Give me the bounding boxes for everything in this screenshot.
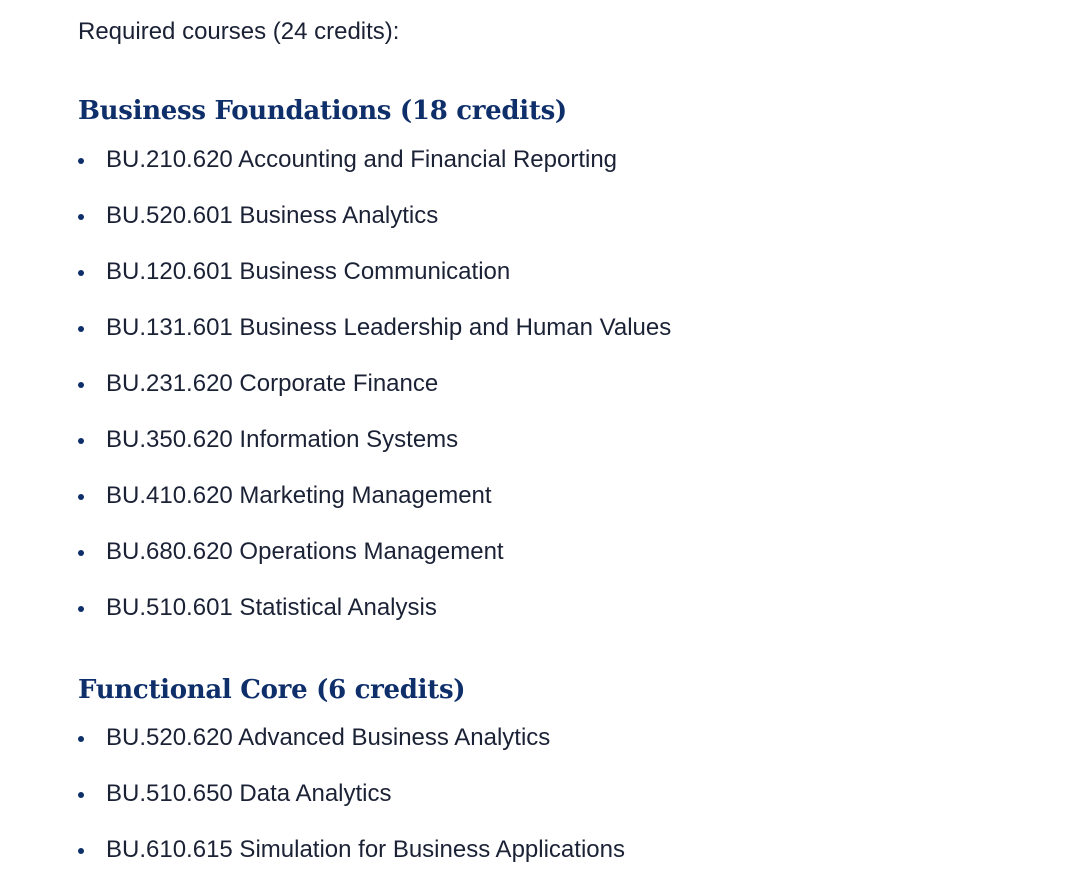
course-label: BU.510.601 Statistical Analysis xyxy=(106,594,437,621)
course-label: BU.131.601 Business Leadership and Human Values xyxy=(106,314,672,341)
bullet-icon xyxy=(78,848,84,854)
bullet-icon xyxy=(78,792,84,798)
bullet-icon xyxy=(78,438,84,444)
course-label: BU.410.620 Marketing Management xyxy=(106,482,492,509)
course-label: BU.680.620 Operations Management xyxy=(106,538,504,565)
course-label: BU.210.620 Accounting and Financial Reporting xyxy=(106,146,618,173)
section-heading-functional-core: Functional Core (6 credits) xyxy=(78,675,466,705)
course-label: BU.120.601 Business Communication xyxy=(106,258,511,285)
course-label: BU.520.620 Advanced Business Analytics xyxy=(106,724,551,751)
course-label: BU.350.620 Information Systems xyxy=(106,426,459,453)
bullet-icon xyxy=(78,550,84,556)
course-label: BU.520.601 Business Analytics xyxy=(106,202,439,229)
bullet-icon xyxy=(78,158,84,164)
section-heading-business-foundations: Business Foundations (18 credits) xyxy=(78,96,567,126)
bullet-icon xyxy=(78,214,84,220)
intro-text: Required courses (24 credits): xyxy=(78,18,400,45)
bullet-icon xyxy=(78,382,84,388)
bullet-icon xyxy=(78,270,84,276)
bullet-icon xyxy=(78,326,84,332)
course-label: BU.510.650 Data Analytics xyxy=(106,780,392,807)
bullet-icon xyxy=(78,494,84,500)
bullet-icon xyxy=(78,736,84,742)
course-label: BU.231.620 Corporate Finance xyxy=(106,370,439,397)
course-label: BU.610.615 Simulation for Business Applications xyxy=(106,836,625,863)
bullet-icon xyxy=(78,606,84,612)
